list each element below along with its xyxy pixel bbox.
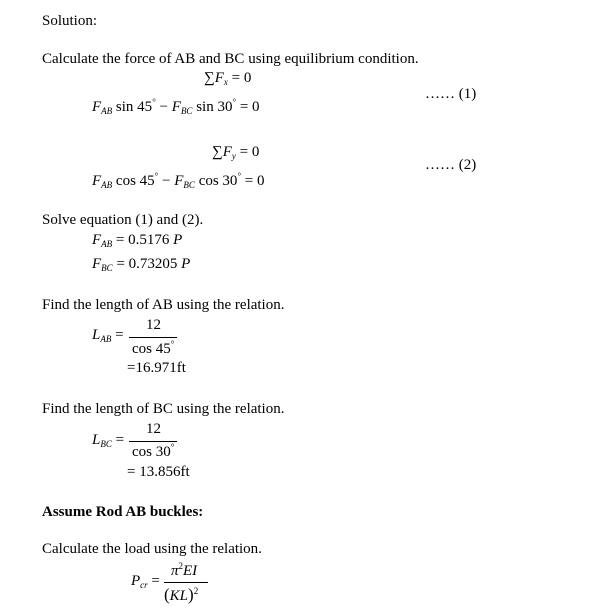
sum-fy: ∑F [212,144,232,160]
sum-fx-rhs: = 0 [231,70,252,86]
sum-fy-sub: y [231,151,236,161]
l-symbol: L [92,327,101,343]
lab-denominator [132,339,175,357]
p-symbol: P [173,232,183,248]
f-bc: F [92,256,102,272]
sum-fx-equation [204,71,251,86]
p-cr-sub: cr [140,580,148,590]
p-symbol: P [181,256,191,272]
pcr-lhs [131,574,160,589]
cos30: cos 30 [132,444,171,460]
degree: ° [152,97,156,107]
sin45: sin 45 [115,99,153,115]
pcr-fraction-bar [164,582,208,583]
equals: = [151,573,160,589]
f-bc-sub: BC [101,263,113,273]
sum-fy-equation [212,145,259,160]
f-bc: F [171,99,181,115]
equation-2 [92,171,265,190]
lab-numerator: 12 [146,317,161,333]
step4-text: Find the length of BC using the relation. [42,401,285,417]
fab-value: = 0.5176 [115,232,170,248]
f-bc-sub: BC [183,180,195,190]
eq1-rhs: = 0 [239,99,260,115]
assume-heading: Assume Rod AB buckles: [42,504,204,520]
f-ab-sub: AB [101,180,113,190]
lab-fraction-bar [129,337,177,338]
cos45: cos 45 [115,173,155,189]
eq2-rhs: = 0 [244,173,265,189]
fbc-result [92,257,190,272]
f-ab-sub: AB [101,106,113,116]
lab-lhs [92,328,124,343]
lab-result: =16.971ft [127,360,186,376]
lbc-lhs [92,433,124,448]
sum-fx-sub: x [223,77,228,87]
degree: ° [170,339,175,349]
l-ab-sub: AB [100,334,112,344]
minus: − [162,173,171,189]
f-ab: F [92,99,102,115]
pi-symbol: π [171,563,179,579]
lbc-result: = 13.856ft [127,464,190,480]
step1-text: Calculate the force of AB and BC using equilibrium condition. [42,51,419,67]
pcr-numerator [171,561,198,579]
f-ab-sub: AB [101,239,113,249]
l-symbol: L [92,432,101,448]
close-paren: ) [188,585,194,604]
minus: − [159,99,169,115]
degree: ° [170,442,175,452]
squared: 2 [193,586,199,596]
l-bc-sub: BC [100,439,112,449]
p-symbol: P [131,573,141,589]
sum-fy-rhs: = 0 [239,144,260,160]
degree: ° [232,97,237,107]
sin30: sin 30 [196,99,233,115]
solution-heading: Solution: [42,13,98,29]
equation-1 [92,97,260,116]
pcr-denominator [164,586,198,604]
equals: = [115,432,125,448]
f-bc: F [174,173,184,189]
f-ab: F [92,232,102,248]
squared: 2 [178,561,184,571]
equals: = [115,327,124,343]
step2-text: Solve equation (1) and (2). [42,212,204,228]
kl: KL [169,588,189,604]
f-bc-sub: BC [180,106,193,116]
degree: ° [237,171,242,181]
lbc-denominator [132,442,175,460]
cos45: cos 45 [132,341,171,357]
cos30: cos 30 [198,173,238,189]
eq2-label: …… (2) [425,157,477,173]
degree: ° [154,171,159,181]
fab-result [92,233,182,248]
fbc-value: = 0.73205 [116,256,178,272]
open-paren: ( [164,585,170,604]
lbc-numerator: 12 [146,421,161,437]
eq1-label: …… (1) [425,86,477,102]
sum-fx: ∑F [204,70,224,86]
step3-text: Find the length of AB using the relation. [42,297,285,313]
ei: EI [183,563,198,579]
step5-text: Calculate the load using the relation. [42,541,262,557]
f-ab: F [92,173,102,189]
